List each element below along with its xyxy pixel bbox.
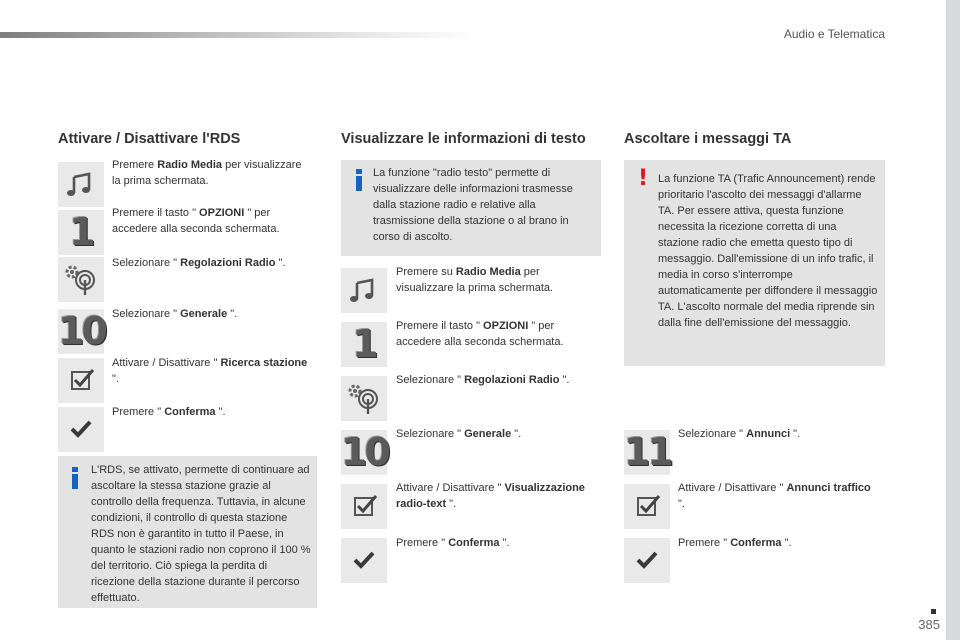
rds-step-4: Selezionare " Generale ". [112, 308, 238, 320]
page-number: 385 [918, 617, 940, 632]
step-badge-10: 10 [58, 309, 105, 353]
rds-step-2: Premere il tasto " OPZIONI " per accedere alla seconda schermata. [112, 207, 280, 235]
text-step-2: Premere il tasto " OPZIONI " per accedere alla seconda schermata. [396, 320, 564, 348]
ta-step-1: Selezionare " Annunci ". [678, 428, 801, 440]
rds-step-3: Selezionare " Regolazioni Radio ". [112, 257, 286, 269]
ta-warning-box [624, 160, 885, 366]
page-marker [931, 609, 936, 614]
text-step-6: Premere " Conferma ". [396, 537, 510, 549]
radio-settings-icon [58, 257, 104, 302]
ta-step-2: Attivare / Disattivare " Annunci traffico ". [678, 482, 871, 510]
music-note-icon [341, 268, 387, 313]
text-step-5: Attivare / Disattivare " Visualizzazione radio-text ". [396, 482, 585, 510]
ta-warning-text: La funzione TA (Trafic Announcement) rende prioritario l'ascolto dei messaggi d'allarme TA. Per essere attiva, questa funzione necessita la ricezione corretta di una stazione radio che emetta questo tipo di messaggio. Dall'emissione di un info trafic, il media in corso s'interrompe automaticamente per diffondere il messaggio TA. L'ascolto normale del media riprende sin dalla fine dell'emissione del messaggio. [658, 173, 878, 329]
text-info-box [341, 160, 601, 256]
step-badge-1: 1 [58, 210, 104, 255]
checkbox-icon [624, 484, 670, 529]
checkmark-icon [624, 538, 670, 583]
header-gradient-bar [0, 32, 480, 38]
text-info-text: La funzione "radio testo" permette di visualizzare delle informazioni trasmesse dalla stazione radio e relative alla trasmissione della stazione o al brano in corso di ascolto. [373, 167, 573, 243]
step-badge-11: 11 [624, 430, 671, 474]
ta-step-3: Premere " Conferma ". [678, 537, 792, 549]
rds-info-box [58, 456, 317, 608]
rds-section-title: Attivare / Disattivare l'RDS [58, 131, 241, 147]
checkmark-icon [58, 407, 104, 452]
music-note-icon [58, 162, 104, 207]
step-badge-1: 1 [341, 322, 387, 367]
rds-info-text: L'RDS, se attivato, permette di continuare ad ascoltare la stessa stazione grazie al controllo della frequenza. Tuttavia, in alcune condizioni, il controllo di questa stazione RDS non è garantito in tutto il Paese, in quanto le stazioni radio non coprono il 100 % del territorio. Ciò spiega la perdita di ricezione della stazione durante il percorso effettuato. [91, 464, 311, 604]
text-step-4: Selezionare " Generale ". [396, 428, 522, 440]
text-section-title: Visualizzare le informazioni di testo [341, 131, 586, 147]
radio-settings-icon [341, 376, 387, 421]
step-badge-10: 10 [341, 430, 388, 474]
info-icon [72, 467, 78, 489]
warning-icon: ! [638, 166, 649, 191]
rds-step-6: Premere " Conferma ". [112, 406, 226, 418]
info-icon [356, 169, 362, 191]
checkmark-icon [341, 538, 387, 583]
section-header: Audio e Telematica [783, 27, 885, 41]
rds-step-1: Premere Radio Media per visualizzare la prima schermata. [112, 159, 302, 187]
checkbox-icon [58, 358, 104, 403]
page-side-strip [946, 0, 960, 640]
ta-section-title: Ascoltare i messaggi TA [624, 131, 792, 147]
text-step-3: Selezionare " Regolazioni Radio ". [396, 374, 570, 386]
text-step-1: Premere su Radio Media per visualizzare la prima schermata. [396, 266, 554, 294]
checkbox-icon [341, 484, 387, 529]
rds-step-5: Attivare / Disattivare " Ricerca stazione ". [112, 357, 308, 385]
